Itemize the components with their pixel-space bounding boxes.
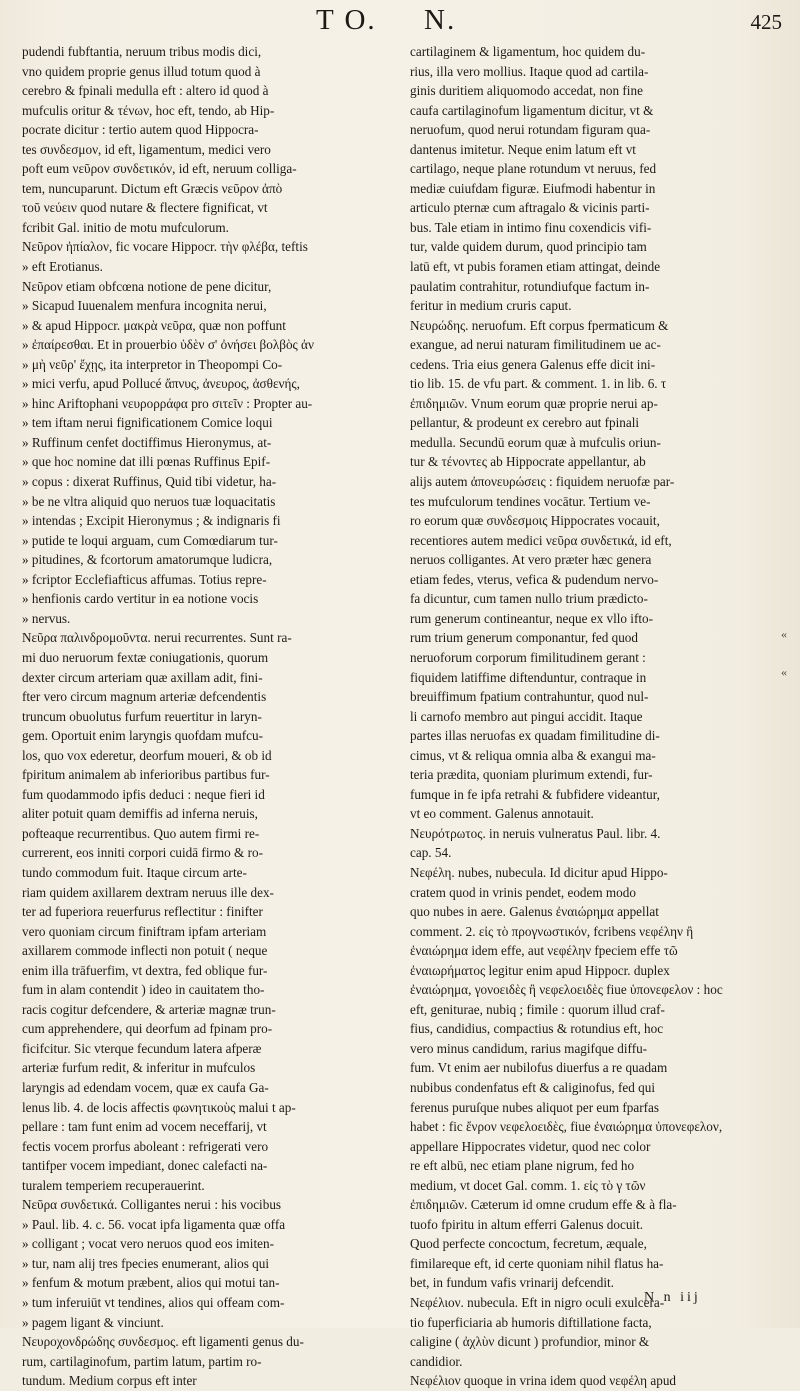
text-line: cratem quod in vrinis pendet, eodem modo [410,884,636,900]
text-line: » henfionis cardo vertitur in ea notione vocis [22,591,259,607]
text-line: tur, valde quidem durum, quod principio tam [410,239,647,255]
text-line: turalem temperiem recuperauerint. [22,1177,205,1193]
text-line: tuofo fpiritu in altum efferri Galenus docuit. [410,1216,644,1232]
text-line: » Paul. lib. 4. c. 56. vocat ipfa ligamenta quæ offa [22,1216,286,1232]
text-line: quo nubes in aere. Galenus ἐναιώρημα appellat [410,904,659,920]
text-line: ginis duritiem aliquomodo accedat, non fine [410,83,643,99]
text-line: » eft Erotianus. [22,259,103,275]
text-line: fum. Vt enim aer nubilofus diuerfus a re quadam [410,1060,668,1076]
text-line: fimilareque eft, id certe quoniam nihil flatus ha- [410,1255,664,1271]
text-line: dexter circum arteriam quæ axillam adit, fini- [22,669,263,685]
text-line: mi duo neruorum fextæ coniugationis, quorum [22,649,269,665]
margin-mark: « [781,627,787,641]
text-line: bet, in fundum vafis vrinarij defcendit. [410,1275,614,1291]
text-line: ter ad fuperiora reuerfurus reflectitur : finifter [22,904,263,920]
text-line: » tum inferuiūt vt tendines, alios qui offeam com- [22,1295,285,1310]
text-line: cimus, vt & reliqua omnia alba & exangui ma- [410,747,656,763]
text-line: tur & τένοντες ab Hippocrate appellantur, ab [410,454,646,470]
text-line: cartilaginem & ligamentum, hoc quidem du- [410,44,646,59]
text-line: τοῦ νεύειν quod nutare & flectere fignificat, vt [22,200,268,216]
text-line: cum apprehendere, qui deorfum ad fpinam pro- [22,1021,273,1037]
text-line: fumque in fe ipfa retrahi & fubfidere videantur, [410,786,660,802]
text-line: etiam fedes, vterus, vefica & pudendum nervo- [410,571,659,587]
text-line: fa dicuntur, cum tamen nullo trium prædicto- [410,591,648,607]
running-head [0,4,800,38]
text-line: rum trium generum componantur, fed quod [410,630,638,646]
text-line: ferenus puruſque nubes aliquot per eum fparfas [410,1099,660,1115]
text-line: articulo pternæ cum aftragalo & vicinis parti- [410,200,650,216]
text-line: bus. Tale etiam in intimo finu coxendicis vifi- [410,219,652,235]
text-line: vt eo comment. Galenus annotauit. [410,806,594,822]
text-line: laryngis ad edendam vocem, quæ ex caufa Ga- [22,1079,269,1095]
text-line: » ἐπαίρεσθαι. Et in prouerbio ὑδὲν σ' ὀνήσει βολβὸς ἀν [22,337,314,353]
text-line: vero quoniam circum finiftram ipfam arteriam [22,923,267,939]
text-line: truncum obuolutus furfum reuertitur in laryn- [22,708,262,724]
text-line: » μὴ νεῦρ' ἔχῃς, ita interpretor in Theopompi Co- [22,356,283,372]
text-line: tes mufculorum tendines vocātur. Tertium ve- [410,493,651,509]
text-line: pellantur, & prodeunt ex cerebro aut fpinali [410,415,640,431]
text-line: exangue, ad nerui naturam fimilitudinem ue ac- [410,337,661,353]
text-line: candidior. [410,1353,463,1369]
text-line: dantenus imitetur. Neque enim latum eft vt [410,141,636,157]
text-line: arteriæ furfum redit, & inferitur in mufculos [22,1060,256,1076]
text-line: ἐπιδημιῶν. Cæterum id omne crudum effe & à fla- [410,1197,677,1213]
text-line: fcribit Gal. initio de motu mufculorum. [22,219,229,235]
text-line: recentiores autem medici νεῦρα συνδετικά, id eft, [410,532,672,548]
text-line: » & apud Hippocr. μακρὰ νεῦρα, quæ non poffunt [22,317,286,333]
text-line: tes συνδεσμον, id eft, ligamentum, medici vero [22,141,271,157]
text-line: rum generum contineantur, neque ex vllo ifto- [410,610,653,626]
text-line: rum, cartilaginofum, partim latum, partim ro- [22,1353,262,1369]
text-line: » que hoc nomine dat illi pœnas Ruffinus Epif- [22,454,271,470]
text-line: eft, geniturae, nubiq ; fimile : quorum illud craf- [410,1001,665,1017]
text-line: fpiritum animalem ab inferioribus partibus fur- [22,767,270,783]
text-line: alijs autem ἀπονευρώσεις : fiquidem neruofæ par- [410,474,675,490]
text-line: Νεῦρον etiam obfcœna notione de pene dicitur, [22,278,272,294]
text-line: caufa cartilaginofum ligamentum dicitur, vt & [410,102,654,118]
text-line: vno quidem proprie genus illud totum quod à [22,63,261,79]
text-line: teria prædita, quoniam plurimum extendi, fur- [410,767,653,783]
text-line: tem, nuncuparunt. Dictum eft Græcis νεῦρον ἀπὸ [22,180,283,196]
text-line: racis cogitur defcendere, & arteriæ magnæ trun- [22,1001,276,1017]
text-line: rius, illa vero mollius. Itaque quod ad cartila- [410,63,649,79]
text-line: » pitudines, & fcortorum amatorumque ludicra, [22,552,273,568]
text-line: lenus lib. 4. de locis affectis φωνητικοὺς malui t ap- [22,1099,296,1115]
text-line: pudendi fubftantia, neruum tribus modis dici, [22,44,262,59]
text-line: » be ne vltra aliquid quo neruos tuæ loquacitatis [22,493,276,509]
text-line: ἐναιώρημα, γονοειδὲς ἢ νεφελοειδὲς fiue ὑπονεφελον : hoc [410,982,723,998]
text-line: tundo commodum fuit. Itaque circum arte- [22,864,247,880]
text-line: » Sicapud Iuuenalem menfura incognita nerui, [22,298,267,314]
text-line: fiquidem latiffime diftenduntur, contraque in [410,669,647,685]
text-line: pocrate dicitur : tertio autem quod Hippocra- [22,122,259,138]
page-number: 425 [750,10,782,34]
left-column [22,42,389,1389]
text-line: li carnofo membro aut pingui accidit. Itaque [410,708,643,724]
text-line: » tur, nam alij tres fpecies enumerant, alios qui [22,1255,270,1271]
text-line: Νεφέλιον. nubecula. Eft in nigro oculi exulcera- [410,1295,665,1310]
running-head-right: N. [424,4,457,36]
text-line: vero minus candidum, rarius magifque diffu- [410,1040,648,1056]
text-line: breuiffimum fpatium contrahuntur, quod nul- [410,689,649,705]
text-line: medulla. Secundū eorum quæ à mufculis oriun- [410,434,661,450]
text-line: » Ruffinum cenfet doctiffimus Hieronymus, at- [22,434,272,450]
text-line: partes illas neruofas ex quadam fimilitudine di- [410,728,660,744]
text-line: » pagem ligant & vinciunt. [22,1314,164,1330]
text-line: pellare : tam funt enim ad vocem neceffarij, vt [22,1119,267,1135]
text-line: fum quodammodo ipfis deduci : neque fieri id [22,786,265,802]
text-line: feritur in medium cruris caput. [410,298,572,314]
signature-mark: N n iij [644,1290,701,1305]
text-line: medium, vt docet Gal. comm. 1. εἰς τὸ γ τῶν [410,1177,646,1193]
text-line: habet : fic ἔνρον νεφελοειδὲς, fiue ἐναιώρημα ὑπονεφελον, [410,1119,723,1135]
running-head-left: T O. [316,4,377,36]
text-line: Νευρότρωτος. in neruis vulneratus Paul. libr. 4. [410,825,661,841]
text-line: riam quidem axillarem dextram neruus ille dex- [22,884,274,900]
text-line: cedens. Tria eius genera Galenus effe dicit ini- [410,356,656,372]
text-line: tio lib. 15. de vfu part. & comment. 1. in lib. 6. τ [410,376,667,392]
text-line: neruofum, quod nerui rotundam figuram qua- [410,122,651,138]
text-line: tundum. Medium corpus eft inter [22,1373,197,1389]
text-line: » fcriptor Ecclefiafticus affumas. Totius repre- [22,571,267,587]
text-line: ἐναιώρημα idem effe, aut νεφέλην fpeciem effe τῶ [410,943,678,959]
text-line: Νεῦρον ἠπίαλον, fic vocare Hippocr. τὴν φλέβα, teftis [22,239,308,255]
text-line: mediæ cuiufdam figuræ. Eiufmodi habentur in [410,180,656,196]
text-line: » hinc Ariftophani νευρορράφα pro σιτεῖν : Propter au- [22,395,313,411]
text-line: caligine ( ἀχλὺν dicunt ) profundior, minor & [410,1334,650,1350]
text-line: Νεφέλιον quoque in vrina idem quod νεφέλη apud [410,1373,677,1389]
text-line: » tem iftam nerui fignificationem Comice loqui [22,415,273,431]
text-line: los, quo vox ederetur, deorfum moueri, & ob id [22,747,272,763]
text-line: » nervus. [22,610,71,626]
text-line: enim illa trāfuerfim, vt dextra, fed oblique fur- [22,962,268,978]
text-line: fter vero circum magnum arteriæ defcendentis [22,689,267,705]
text-line: » intendas ; Excipit Hieronymus ; & indignaris fi [22,513,281,529]
text-line: re eft albū, nec etiam plane nigrum, fed ho [410,1158,635,1174]
text-line: cartilago, neque plane rotundum vt neruus, fed [410,161,657,177]
text-line: ἐπιδημιῶν. Vnum eorum quæ proprie nerui ap- [410,395,658,411]
margin-mark: « [781,665,787,679]
text-line: ἐναιωρήματος legitur enim apud Hippocr. duplex [410,962,670,978]
text-line: poft eum νεῦρον συνδετικόν, id eft, neruum colliga- [22,161,297,177]
text-line: » fenfum & motum præbent, alios qui motui tan- [22,1275,280,1291]
text-line: paulatim contrahitur, rotundiufque factum in- [410,278,650,294]
text-line: fectis vocem prorfus aboleant : refrigerati vero [22,1138,269,1154]
text-line: » putide te loqui arguam, cum Comœdiarum tur- [22,532,278,548]
text-line: neruos colligantes. At vero præter hæc genera [410,552,652,568]
text-line: Quod perfecte concoctum, fecretum, æquale, [410,1236,647,1252]
text-line: » mici verfu, apud Pollucé ἄπνυς, ἀνευρος, ἀσθενής, [22,376,300,392]
text-line: cerebro & fpinali medulla eft : altero id quod à [22,83,269,99]
text-line: » copus : dixerat Ruffinus, Quid tibi videtur, ha- [22,474,277,490]
text-line: fius, candidius, compactius & rotundius eft, hoc [410,1021,664,1037]
text-line: ro eorum quæ συνδεσμοις Hippocrates vocauit, [410,513,660,529]
text-line: pofteaque recurrentibus. Quo autem firmi re- [22,825,260,841]
text-line: Νεῦρα συνδετικά. Colligantes nerui : his vocibus [22,1197,282,1213]
text-line: appellare Hippocrates videtur, quod nec color [410,1138,651,1154]
text-line: cap. 54. [410,845,452,861]
text-line: mufculis oritur & τένων, hoc eft, tendo, ab Hip- [22,102,275,118]
text-line: currerent, eos inniti corpori cuidā firmo & ro- [22,845,263,861]
text-line: fum in alam contendit ) ideo in cauitatem tho- [22,982,265,998]
text-line: nubibus condenfatus eft & caliginofus, fed qui [410,1079,656,1095]
text-line: Νεφέλη. nubes, nubecula. Id dicitur apud Hippo- [410,864,668,880]
text-line: ficifcitur. Sic vterque fecundum latera afperæ [22,1040,262,1056]
text-line: latū eft, vt pubis foramen etiam attingat, deinde [410,259,661,275]
text-line: » colligant ; vocat vero neruos quod eos imiten- [22,1236,274,1252]
text-line: neruoforum corporum fimilitudinem gerant : [410,649,646,665]
text-line: tantifper vocem impediant, donec calefacti na- [22,1158,268,1174]
text-line: Νεῦρα παλινδρομοῦντα. nerui recurrentes. Sunt ra- [22,630,292,646]
text-line: axillarem commode inflecti non potuit ( neque [22,943,268,959]
text-line: tio fuperficiaria ab humoris diftillatione facta, [410,1314,652,1330]
text-line: comment. 2. εἰς τὸ προγνωστικόν, fcribens νεφέλην ἢ [410,923,694,939]
text-line: aliter potuit quam demiffis ad inferna neruis, [22,806,258,822]
text-line: gem. Oportuit enim laryngis quofdam mufcu- [22,728,263,744]
text-line: Νευρώδης. neruofum. Eft corpus fpermaticum & [410,317,669,333]
text-line: Νευροχονδρώδης συνδεσμος. eft ligamenti genus du- [22,1334,304,1350]
